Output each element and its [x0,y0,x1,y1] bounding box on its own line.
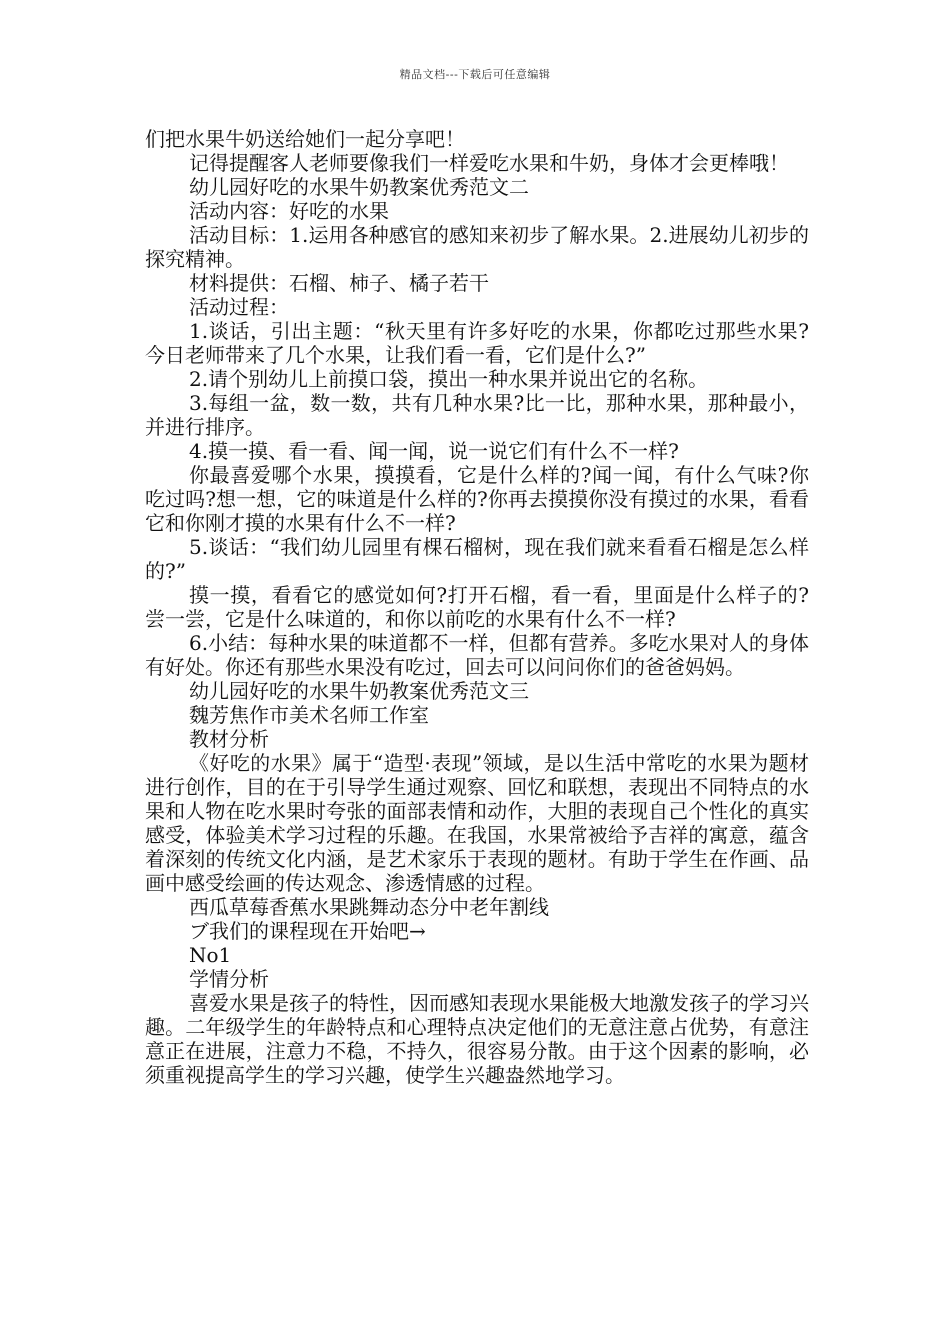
paragraph: 活动目标：1.运用各种感官的感知来初步了解水果。2.进展幼儿初步的探究精神。 [145,223,809,271]
paragraph: 材料提供：石榴、柿子、橘子若干 [189,271,489,295]
page-header: 精品文档---下载后可任意编辑 [399,68,551,81]
paragraph: 活动过程： [189,295,289,319]
document-body [145,127,809,1087]
paragraph: 4.摸一摸、看一看、闻一闻，说一说它们有什么不一样? [189,439,679,463]
paragraph: 教材分析 [189,727,269,751]
paragraph: 5.谈话：“我们幼儿园里有棵石榴树，现在我们就来看看石榴是怎么样的?” [145,535,809,583]
paragraph: 西瓜草莓香蕉水果跳舞动态分中老年割线 [189,895,549,919]
paragraph: 喜爱水果是孩子的特性，因而感知表现水果能极大地激发孩子的学习兴趣。二年级学生的年龄特点和心理特点决定他们的无意注意占优势，有意注意正在进展，注意力不稳，不持久，很容易分散。由于这个因素的影响，必须重视提高学生的学习兴趣，使学生兴趣盎然地学习。 [145,991,809,1087]
paragraph: 学情分析 [189,967,269,991]
paragraph: 魏芳焦作市美术名师工作室 [189,703,429,727]
paragraph: 记得提醒客人老师要像我们一样爱吃水果和牛奶，身体才会更棒哦！ [189,151,789,175]
paragraph: 活动内容：好吃的水果 [189,199,389,223]
paragraph: 幼儿园好吃的水果牛奶教案优秀范文三 [189,679,529,703]
paragraph: 摸一摸，看看它的感觉如何?打开石榴，看一看，里面是什么样子的?尝一尝，它是什么味道的，和你以前吃的水果有什么不一样? [145,583,809,631]
paragraph: 们把水果牛奶送给她们一起分享吧！ [145,127,465,151]
paragraph: 你最喜爱哪个水果，摸摸看，它是什么样的?闻一闻，有什么气味?你吃过吗?想一想，它的味道是什么样的?你再去摸摸你没有摸过的水果，看看它和你刚才摸的水果有什么不一样? [145,463,809,535]
paragraph: 幼儿园好吃的水果牛奶教案优秀范文二 [189,175,529,199]
paragraph: 6.小结：每种水果的味道都不一样，但都有营养。多吃水果对人的身体有好处。你还有那些水果没有吃过，回去可以问问你们的爸爸妈妈。 [145,631,809,679]
paragraph: 1.谈话，引出主题：“秋天里有许多好吃的水果，你都吃过那些水果?今日老师带来了几个水果，让我们看一看，它们是什么?” [145,319,809,367]
paragraph: ブ我们的课程现在开始吧→ [189,919,426,943]
paragraph: 3.每组一盆，数一数，共有几种水果?比一比，那种水果，那种最小，并进行排序。 [145,391,809,439]
paragraph: 2.请个别幼儿上前摸口袋，摸出一种水果并说出它的名称。 [189,367,709,391]
paragraph: 《好吃的水果》属于“造型·表现”领域，是以生活中常吃的水果为题材进行创作，目的在于引导学生通过观察、回忆和联想，表现出不同特点的水果和人物在吃水果时夸张的面部表情和动作，大胆的表现自己个性化的真实感受，体验美术学习过程的乐趣。在我国，水果常被给予吉祥的寓意，蕴含着深刻的传统文化内涵，是艺术家乐于表现的题材。有助于学生在作画、品画中感受绘画的传达观念、渗透情感的过程。 [145,751,809,895]
paragraph: No1 [189,943,232,967]
